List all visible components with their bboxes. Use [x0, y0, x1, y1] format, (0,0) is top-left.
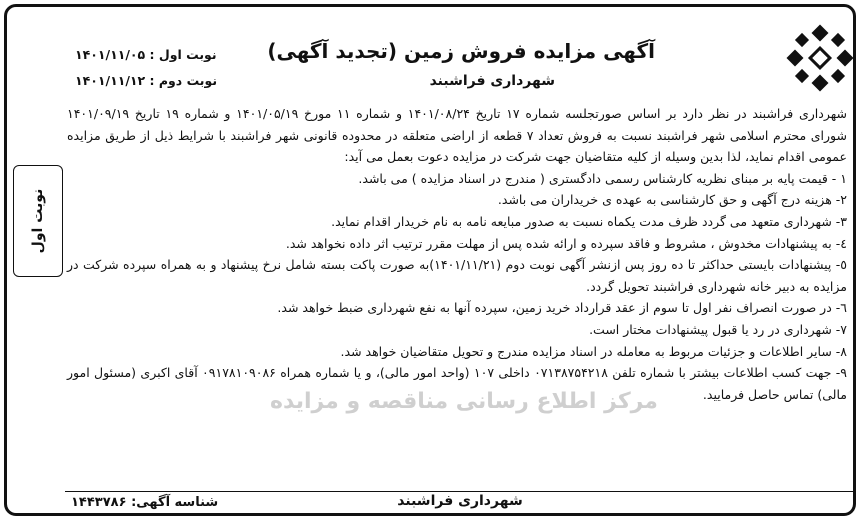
ad-subtitle: شهرداری فراشبند — [429, 73, 555, 89]
condition-item: ۹- جهت کسب اطلاعات بیشتر با شماره تلفن ۰۷۱۳۸۷۵۴۲۱۸ داخلی ۱۰۷ (واحد امور مالی)، و یا شماره همراه ۰۹۱۷۸۱۰۹۰۸۶ آقای اکبری (مسئول امور مالی) تماس حاصل فرمایید. — [67, 365, 847, 402]
condition-item: ۸- سایر اطلاعات و جزئیات مربوط به معامله در اسناد مزایده مندرج و تحویل متقاضیان خواهد شد. — [340, 343, 847, 359]
ad-title: آگهی مزایده فروش زمین (تجدید آگهی) — [267, 39, 655, 63]
ad-content — [65, 21, 855, 519]
condition-item: ۳- شهرداری متعهد می گردد ظرف مدت یکماه نسبت به صدور مبایعه نامه به نام خریدار اقدام نماید. — [331, 213, 847, 229]
ad-header — [65, 21, 855, 101]
ad-frame — [4, 4, 856, 516]
condition-item: ٦- در صورت انصراف نفر اول تا سوم از عقد قرارداد خرید زمین، سپرده آنها به نفع شهرداری ضبط خواهد شد. — [277, 300, 847, 316]
publication-turn-tab — [13, 165, 63, 277]
first-publish-date: نوبت اول : ۱۴۰۱/۱۱/۰۵ — [75, 47, 217, 62]
condition-item: ۲- هزینه درج آگهی و حق کارشناسی به عهده ی خریداران می باشد. — [497, 192, 847, 208]
ad-identifier: شناسه آگهی: ۱۴۴۳۷۸۶ — [71, 495, 219, 510]
municipality-logo-icon — [785, 23, 855, 93]
second-publish-date: نوبت دوم : ۱۴۰۱/۱۱/۱۲ — [75, 73, 218, 88]
intro-paragraph: شهرداری فراشبند در نظر دارد بر اساس صورتجلسه شماره ۱۷ تاریخ ۱۴۰۱/۰۸/۲۴ و شماره ۱۱ مورخ ۱۴۰۱/۰۵/۱۹ و شماره ۱۹ تاریخ ۱۴۰۱/۰۹/۱۹ شورای محترم اسلامی شهر فراشبند نسبت به فروش تعداد ۷ قطعه از اراضی متعلقه در محدوده قانونی شهر فراشبند با شرایط ذیل از طریق مزایده عمومی اقدام نماید، لذا بدین وسیله از کلیه متقاضیان جهت شرکت در مزایده دعوت بعمل می آید: — [67, 106, 847, 165]
ad-body — [67, 103, 847, 405]
footer-divider — [65, 491, 855, 492]
condition-item: ۱ - قیمت پایه بر مبنای نظریه کارشناس رسمی دادگستری ( مندرج در اسناد مزایده ) می باشد. — [358, 170, 847, 186]
watermark: مرکز اطلاع رسانی مناقصه و مزایده — [270, 389, 658, 414]
condition-item: ۷- شهرداری در رد یا قبول پیشنهادات مختار است. — [589, 321, 847, 337]
footer-organization: شهرداری فراشبند — [397, 493, 523, 509]
publication-turn-label: نوبت اول — [30, 188, 46, 254]
condition-item: ٤- به پیشنهادات مخدوش ، مشروط و فاقد سپرده و ارائه شده پس از مهلت مقرر ترتیب اثر داده نخواهد شد. — [285, 235, 847, 251]
condition-item: ٥- پیشنهادات بایستی حداکثر تا ده روز پس ازنشر آگهی نوبت دوم (۱۴۰۱/۱۱/۲۱)به صورت پاکت بسته شامل نرخ پیشنهاد و به همراه سپرده شرکت در مزایده به دبیر خانه شهرداری فراشبند تحویل گردد. — [67, 257, 847, 294]
